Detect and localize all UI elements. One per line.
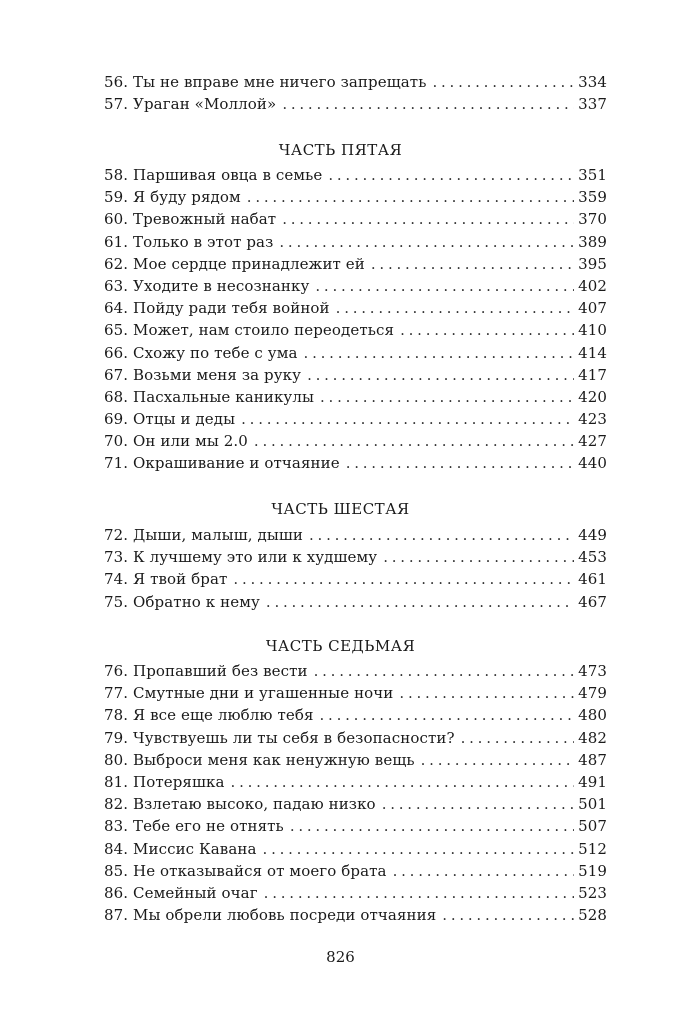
- toc-entry: [104, 546, 607, 568]
- toc-entry: [104, 682, 607, 704]
- toc-entry-title: 70. Он или мы 2.0: [104, 432, 248, 451]
- dot-leader: [400, 319, 574, 341]
- toc-entry: [104, 71, 607, 93]
- dot-leader: [307, 364, 574, 386]
- toc-entry-title: 79. Чувствуешь ли ты себя в безопасности?: [104, 728, 455, 747]
- toc-entry-page: 480: [578, 706, 607, 725]
- toc-section-part-6: [104, 524, 607, 613]
- toc-entry-page: 507: [578, 817, 607, 836]
- toc-entry-title: 81. Потеряшка: [104, 772, 225, 791]
- page-number: 826: [326, 948, 355, 966]
- toc-entry-title: 67. Возьми меня за руку: [104, 365, 302, 384]
- toc-entry-title: 78. Я все еще люблю тебя: [104, 706, 314, 725]
- toc-entry: [104, 275, 607, 297]
- toc-entry: [104, 164, 607, 186]
- toc-entry: [104, 186, 607, 208]
- dot-leader: [233, 568, 574, 590]
- dot-leader: [336, 297, 574, 319]
- toc-entry-title: 82. Взлетаю высоко, падаю низко: [104, 795, 376, 814]
- toc-entry-page: 420: [578, 387, 607, 406]
- toc-entry: [104, 430, 607, 452]
- toc-entry-page: 407: [578, 299, 607, 318]
- toc-entry-title: 71. Окрашивание и отчаяние: [104, 454, 340, 473]
- dot-leader: [263, 838, 575, 860]
- dot-leader: [247, 186, 574, 208]
- toc-entry: [104, 386, 607, 408]
- dot-leader: [421, 749, 574, 771]
- toc-entry-page: 417: [578, 365, 607, 384]
- toc-entry-page: 501: [578, 795, 607, 814]
- toc-entry-page: 402: [578, 276, 607, 295]
- toc-entry: [104, 704, 607, 726]
- toc-entry-page: 359: [578, 188, 607, 207]
- toc-entry-title: 57. Ураган «Моллой»: [104, 95, 277, 114]
- toc-entry: [104, 319, 607, 341]
- toc-entry-page: 461: [578, 570, 607, 589]
- toc-entry-page: 410: [578, 321, 607, 340]
- toc-entry-page: 334: [578, 73, 607, 91]
- dot-leader: [266, 591, 574, 613]
- toc-entry: [104, 749, 607, 771]
- toc-entry-page: 479: [578, 684, 607, 703]
- toc-entry: [104, 208, 607, 230]
- toc-entry-page: 453: [578, 548, 607, 567]
- dot-leader: [264, 882, 574, 904]
- toc-entry-title: 56. Ты не вправе мне ничего запрещать: [104, 73, 427, 91]
- toc-entry-page: 487: [578, 750, 607, 769]
- toc-entry-title: 83. Тебе его не отнять: [104, 817, 284, 836]
- toc-entry: [104, 297, 607, 319]
- toc-entry-title: 86. Семейный очаг: [104, 883, 258, 902]
- toc-entry-title: 75. Обратно к нему: [104, 592, 260, 611]
- toc-entry-page: 427: [578, 432, 607, 451]
- toc-entry-page: 389: [578, 232, 607, 251]
- toc-entry: [104, 524, 607, 546]
- dot-leader: [383, 546, 574, 568]
- toc-entry-title: 69. Отцы и деды: [104, 410, 236, 429]
- dot-leader: [371, 253, 574, 275]
- toc-entry: [104, 838, 607, 860]
- toc-entry-title: 66. Схожу по тебе с ума: [104, 343, 298, 362]
- toc-entry: [104, 860, 607, 882]
- toc-entry: [104, 882, 607, 904]
- toc-entry: [104, 815, 607, 837]
- toc-entry-page: 370: [578, 210, 607, 229]
- toc-entry-title: 65. Может, нам стоило переодеться: [104, 321, 395, 340]
- dot-leader: [320, 704, 575, 726]
- dot-leader: [399, 682, 574, 704]
- dot-leader: [241, 408, 574, 430]
- toc-entry-page: 423: [578, 410, 607, 429]
- dot-leader: [346, 452, 574, 474]
- toc-entry-title: 74. Я твой брат: [104, 570, 228, 589]
- toc-entry: [104, 771, 607, 793]
- dot-leader: [282, 93, 574, 115]
- toc-entry: [104, 591, 607, 613]
- dot-leader: [290, 815, 574, 837]
- dot-leader: [328, 164, 574, 186]
- toc-entry-title: 87. Мы обрели любовь посреди отчаяния: [104, 906, 437, 925]
- dot-leader: [254, 430, 574, 452]
- toc-entry-title: 64. Пойду ради тебя войной: [104, 299, 330, 318]
- toc-entry-title: 77. Смутные дни и угашенные ночи: [104, 684, 394, 703]
- part-heading: ЧАСТЬ СЕДЬМАЯ: [265, 637, 416, 655]
- toc-entry-title: 80. Выброси меня как ненужную вещь: [104, 750, 415, 769]
- dot-leader: [231, 771, 575, 793]
- toc-entry-page: 395: [578, 254, 607, 273]
- dot-leader: [309, 524, 574, 546]
- toc-entry: [104, 364, 607, 386]
- toc-entry-page: 440: [578, 454, 607, 473]
- toc-section-continued: [104, 71, 607, 115]
- toc-entry: [104, 568, 607, 590]
- toc-entry-title: 76. Пропавший без вести: [104, 662, 308, 680]
- toc-entry-title: 59. Я буду рядом: [104, 188, 241, 207]
- toc-entry-page: 512: [578, 839, 607, 858]
- dot-leader: [304, 342, 575, 364]
- toc-entry-page: 491: [578, 772, 607, 791]
- part-heading: ЧАСТЬ ШЕСТАЯ: [271, 500, 410, 518]
- toc-entry-page: 519: [578, 861, 607, 880]
- toc-entry-title: 60. Тревожный набат: [104, 210, 277, 229]
- toc-entry-page: 523: [578, 883, 607, 902]
- toc-entry-page: 473: [578, 662, 607, 680]
- toc-entry-page: 337: [578, 95, 607, 114]
- dot-leader: [314, 660, 574, 682]
- toc-entry: [104, 660, 607, 682]
- toc-entry: [104, 904, 607, 926]
- toc-entry-title: 85. Не отказывайся от моего брата: [104, 861, 387, 880]
- toc-entry-title: 62. Мое сердце принадлежит ей: [104, 254, 365, 273]
- toc-entry: [104, 253, 607, 275]
- dot-leader: [315, 275, 574, 297]
- toc-entry: [104, 793, 607, 815]
- toc-entry: [104, 231, 607, 253]
- dot-leader: [442, 904, 574, 926]
- part-heading: ЧАСТЬ ПЯТАЯ: [278, 141, 403, 159]
- dot-leader: [279, 231, 574, 253]
- toc-entry-page: 482: [578, 728, 607, 747]
- toc-entry: [104, 93, 607, 115]
- toc-section-part-5: [104, 164, 607, 475]
- toc-entry-title: 58. Паршивая овца в семье: [104, 166, 323, 184]
- toc-entry-page: 528: [578, 906, 607, 925]
- dot-leader: [461, 727, 574, 749]
- toc-entry-title: 61. Только в этот раз: [104, 232, 274, 251]
- toc-entry: [104, 727, 607, 749]
- toc-entry: [104, 342, 607, 364]
- dot-leader: [432, 71, 574, 93]
- toc-entry-title: 68. Пасхальные каникулы: [104, 387, 315, 406]
- toc-entry-title: 73. К лучшему это или к худшему: [104, 548, 378, 567]
- toc-entry-title: 63. Уходите в несознанку: [104, 276, 310, 295]
- toc-entry: [104, 452, 607, 474]
- dot-leader: [320, 386, 574, 408]
- toc-entry-title: 72. Дыши, малыш, дыши: [104, 526, 304, 544]
- dot-leader: [382, 793, 574, 815]
- dot-leader: [393, 860, 574, 882]
- toc-entry-title: 84. Миссис Кавана: [104, 839, 257, 858]
- toc-entry-page: 414: [578, 343, 607, 362]
- toc-entry: [104, 408, 607, 430]
- toc-entry-page: 351: [578, 166, 607, 184]
- toc-entry-page: 449: [578, 526, 607, 544]
- dot-leader: [282, 208, 574, 230]
- toc-section-part-7: [104, 660, 607, 926]
- toc-entry-page: 467: [578, 592, 607, 611]
